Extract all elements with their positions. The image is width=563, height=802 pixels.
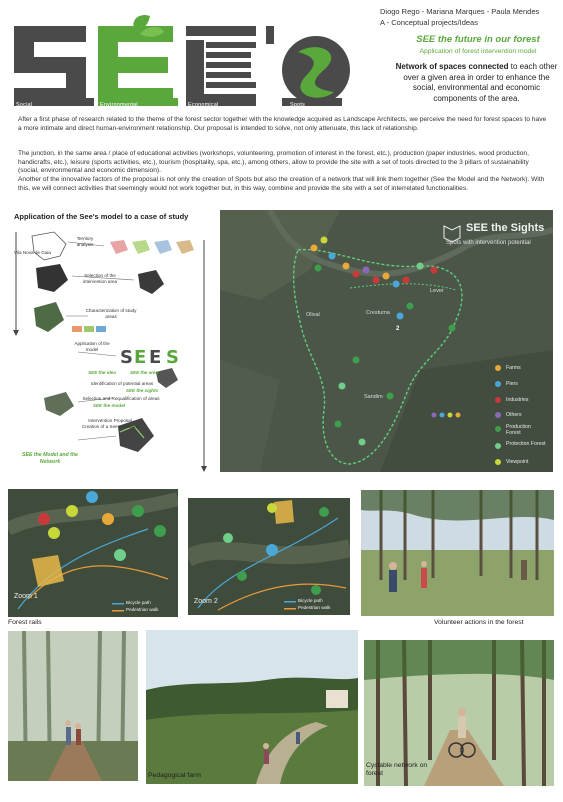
place-olival: Olival: [306, 312, 320, 318]
intro-paragraph-2: The junction, in the same area / place of educational activities (workshops, volunteering, promotion of interest in the forest, etc.), production (paper industries, wood production, handicrafts, etc.), leisure (sports activities, etc.), tourism (hospitality, spa, etc.), among others, allow to provide the site with a set of tools directed to the 3 pillars of sustainability (social, environmental and economic dimension).: [18, 150, 529, 174]
zoom-2-bicycle: Bicycle path: [298, 598, 323, 603]
authors-block: [380, 6, 558, 28]
svg-text:E: E: [134, 347, 147, 368]
step-selection: Selection of the intervention area: [82, 273, 118, 284]
svg-text:E: E: [149, 347, 162, 368]
caption-forest-rails: Forest rails: [8, 619, 42, 626]
see-area-label: SEE the area: [129, 370, 159, 375]
tagline: SEE the future in our forest: [416, 34, 540, 45]
see-model-label: SEE the model: [92, 403, 126, 408]
volunteer-photo-graphic: [361, 490, 554, 616]
intro-paragraph-1: After a first phase of research related to the theme of the forest sector together with the knowledge acquired as Landscape Architects, we perceive the need for forest spaces to have a more intimate and direct human-environment relationship. Our proposal is intended to solve, not only attenuate, this lack of relationship.: [18, 116, 547, 132]
forest-rails-graphic: [8, 631, 138, 781]
project-type: A - Conceptual projects/Ideas: [380, 18, 478, 27]
legend-piers: Piers: [506, 381, 518, 387]
legend-production-forest: Production Forest: [506, 424, 531, 436]
place-lever: Lever: [430, 288, 444, 294]
zoom-1-bicycle: Bicycle path: [126, 600, 151, 605]
network-rest: to each other over a given area in order to enhance the social, environmental and economic components of the area.: [403, 62, 558, 103]
see-logo: [8, 12, 358, 112]
see-network-label: SEE the Model and the Network: [22, 452, 78, 465]
intro-paragraph-3: Another of the innovative factors of the proposal is not only the creation of Spots but also the creation of a network that will link them together (See the Model and the Network). With this, we will connect activities that seemingly would not work together but, in this way, combine and provide the site with a set of interrelated functionalities.: [18, 176, 545, 192]
identification-label: Identification of potential areas: [90, 381, 154, 386]
svg-text:S: S: [166, 347, 179, 368]
subtagline: Application of forest intervention model: [419, 48, 537, 55]
legend-protection-forest: Protection Forest: [506, 441, 546, 447]
see-sights-label: SEE the sights: [125, 388, 159, 393]
zoom-1-pedestrian: Pedestrian walk: [126, 607, 159, 612]
legend-viewpoint: Viewpoint: [506, 459, 529, 465]
place-crestuma: Crestuma: [366, 310, 390, 316]
place-label: Vila Nova de Gaia: [14, 250, 51, 255]
network-bold: Network of spaces connected: [395, 62, 509, 71]
pillar-economical: Economical: [188, 102, 219, 108]
map-subtitle: Spots with intervention potential: [446, 240, 531, 246]
caption-pedagogical: Pedagogical farm: [148, 772, 201, 779]
zoom-2-map: [188, 498, 350, 615]
caption-cyclable: Cyclable network on forest: [366, 762, 428, 777]
logo-graphic: [8, 12, 358, 112]
zoom-1-label: Zoom 1: [14, 593, 38, 600]
see-idea-label: SEE the idea: [88, 370, 116, 375]
zoom-2-pedestrian: Pedestrian walk: [298, 605, 331, 610]
svg-text:S: S: [120, 347, 133, 368]
forest-rails-photo: [8, 631, 138, 781]
caption-volunteer: Volunteer actions in the forest: [434, 619, 524, 626]
map-title: SEE the Sights: [466, 222, 545, 234]
legend-farms: Farms: [506, 365, 521, 371]
step-application: Application of the model: [74, 341, 110, 352]
legend-industries: Industries: [506, 397, 529, 403]
model-section-title: Application of the See's model to a case of study: [14, 212, 189, 221]
pillar-environmental: Environmental: [100, 102, 138, 108]
pillar-social: Social: [16, 102, 33, 108]
network-description: [394, 62, 559, 104]
volunteer-photo: [361, 490, 554, 616]
step-territory-analysis: Territory analysis: [76, 236, 94, 247]
pedagogical-farm-graphic: [146, 630, 358, 784]
intervention-proposal: Intervention Proposal: [88, 418, 132, 423]
legend-others: Others: [506, 412, 522, 418]
intervention-sub: Creation of a See's network: [81, 424, 139, 429]
map-graphic: [220, 210, 553, 472]
zoom-1-map: [8, 489, 178, 617]
step-characterization: Characterization of study areas: [85, 308, 137, 319]
place-sandim: Sandim: [364, 394, 383, 400]
selection-requalification: Selection and Requalification of areas: [82, 396, 160, 401]
zoom-2-label: Zoom 2: [194, 598, 218, 605]
authors: Diogo Rego - Mariana Marques - Paula Mendes: [380, 7, 540, 16]
map-marker-number: 2: [396, 326, 400, 332]
see-sights-map: [220, 210, 553, 472]
pedagogical-farm-photo: [146, 630, 358, 784]
pillar-spots: Spots: [290, 102, 306, 108]
